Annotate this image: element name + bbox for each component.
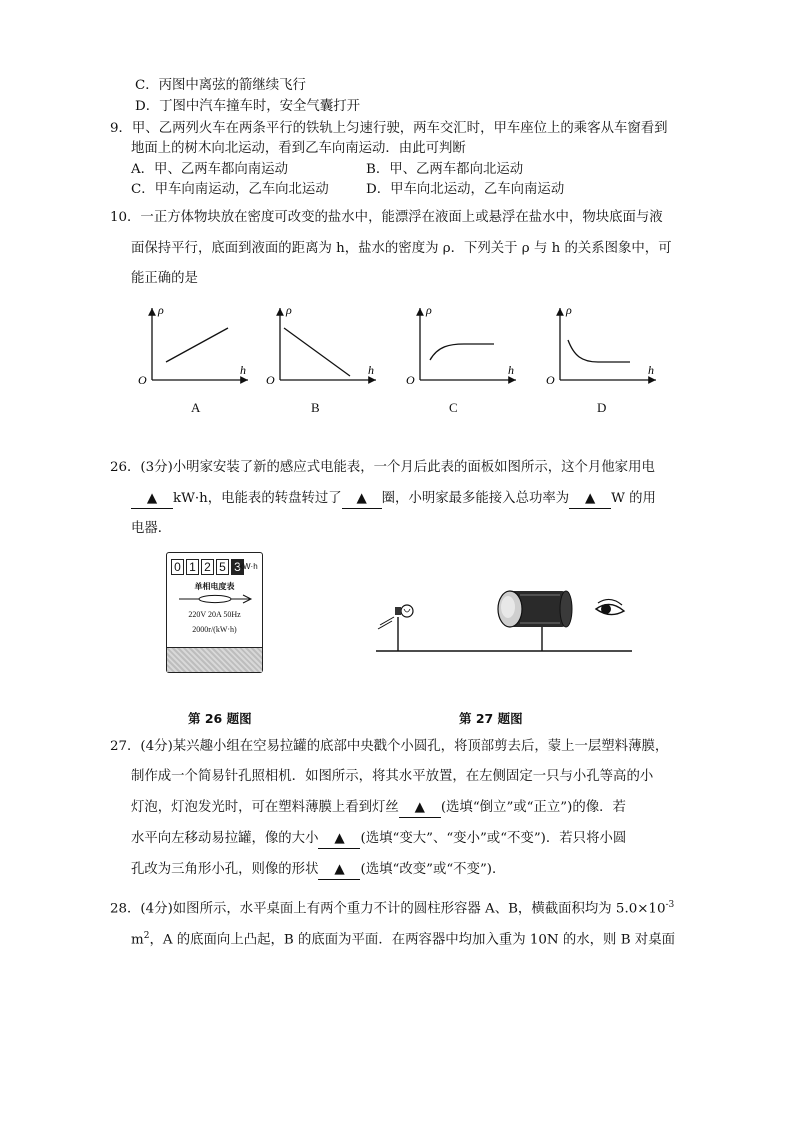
q9-option-d: D．甲车向北运动，乙车向南运动: [366, 182, 565, 197]
graph-a-label: A: [191, 400, 201, 415]
energy-meter-figure: [166, 552, 263, 673]
q8-option-d: D．丁图中汽车撞车时，安全气囊打开: [135, 99, 360, 114]
meter-digit: 5: [216, 559, 229, 575]
q27-text-3a: 灯泡，灯泡发光时，可在塑料薄膜上看到灯丝: [131, 800, 399, 815]
graph-d-curve: [568, 340, 630, 362]
meter-digit: 1: [186, 559, 199, 575]
graph-a-xlabel: h: [240, 363, 246, 377]
q27-text-4a: 水平向左移动易拉罐，像的大小: [131, 831, 319, 846]
meter-digits: [171, 559, 244, 575]
meter-rotor-icon: [177, 594, 253, 604]
graph-c-curve: [430, 344, 494, 360]
q9-option-b: B．甲、乙两车都向北运动: [366, 162, 524, 177]
q9-option-a: A．甲、乙两车都向南运动: [131, 162, 288, 177]
q27-stem-line1: 27．(4分)某兴趣小组在空易拉罐的底部中央戳个小圆孔，将顶部剪去后，蒙上一层塑料薄膜，: [110, 739, 669, 754]
q27-text-4b: (选填“变大”、“变小”或“不变”)．若只将小圆: [360, 831, 627, 846]
figure-27-caption: 第 27 题图: [459, 711, 523, 726]
light-bulb-icon: [378, 605, 413, 651]
graph-b-xlabel: h: [368, 363, 374, 377]
q26-stem-line3: 电器．: [131, 521, 172, 536]
graph-b-ylabel: ρ: [286, 303, 292, 317]
q28-exponent: -3: [665, 900, 675, 910]
q28-stem-line1: [110, 896, 674, 918]
graph-c-label: C: [449, 400, 458, 415]
q28-unit-exponent: 2: [143, 931, 150, 941]
graph-d: [546, 303, 656, 387]
pinhole-camera-figure: [370, 585, 640, 655]
q10-stem-line3: 能正确的是: [131, 271, 198, 286]
q26-blank-power[interactable]: ▲: [569, 490, 611, 509]
q27-stem-line3: [131, 799, 626, 818]
tin-can-camera: [498, 591, 572, 651]
meter-unit: kW·h: [239, 562, 258, 571]
q26-text-a: kW·h，电能表的转盘转过了: [173, 491, 342, 506]
graph-a-origin: O: [138, 373, 147, 387]
q8-option-c: C．丙图中离弦的箭继续飞行: [135, 78, 306, 93]
meter-spec: 220V 20A 50Hz: [188, 610, 241, 619]
q27-text-5a: 孔改为三角形小孔，则像的形状: [131, 862, 319, 877]
q27-stem-line4: [131, 830, 626, 849]
graph-b-label: B: [311, 400, 320, 415]
graph-c-ylabel: ρ: [426, 303, 432, 317]
graph-b: [266, 303, 376, 387]
q27-blank-image-size[interactable]: ▲: [318, 830, 360, 849]
q27-text-5b: (选填“改变”或“不变”)．: [360, 862, 506, 877]
eye-icon: [596, 599, 624, 614]
meter-title: 单相电度表: [194, 582, 235, 591]
graph-d-ylabel: ρ: [566, 303, 572, 317]
q26-stem-line1: 26．(3分)小明家安装了新的感应式电能表，一个月后此表的面板如图所示，这个月他家用电: [110, 460, 655, 475]
q10-stem-line2: 面保持平行，底面到液面的距离为 h，盐水的密度为 ρ．下列关于 ρ 与 h 的关系图象中，可: [131, 241, 672, 256]
meter-revs: 2000r/(kW·h): [192, 625, 237, 634]
q28-text-2a: m: [131, 932, 144, 948]
q26-text-b: 圈，小明家最多能接入总功率为: [381, 491, 570, 506]
graph-b-origin: O: [266, 373, 275, 387]
graph-c: [406, 303, 516, 387]
graph-d-xlabel: h: [648, 363, 654, 377]
graph-a-ylabel: ρ: [158, 303, 164, 317]
q26-stem-line2: [131, 490, 656, 509]
q27-stem-line5: [131, 861, 505, 880]
q9-stem-line1: 9．甲、乙两列火车在两条平行的铁轨上匀速行驶，两车交汇时，甲车座位上的乘客从车窗看到: [110, 121, 668, 136]
q27-stem-line2: 制作成一个简易针孔照相机．如图所示，将其水平放置，在左侧固定一只与小孔等高的小: [131, 769, 654, 784]
meter-digit: 2: [201, 559, 214, 575]
q28-text-2b: ，A 的底面向上凸起，B 的底面为平面．在两容器中均加入重为 10N 的水，则 B 对桌面: [149, 932, 675, 948]
graph-d-label: D: [597, 400, 607, 415]
meter-base-panel: [167, 647, 262, 672]
graph-c-origin: O: [406, 373, 415, 387]
graph-d-origin: O: [546, 373, 555, 387]
q10-stem-line1: 10．一正方体物块放在密度可改变的盐水中，能漂浮在液面上或悬浮在盐水中，物块底面与液: [110, 210, 663, 225]
graph-a: [138, 303, 248, 387]
q28-text-1a: 28．(4分)如图所示，水平桌面上有两个重力不计的圆柱形容器 A、B，横截面积均为 5.0×10: [110, 901, 666, 917]
figure-26-caption: 第 26 题图: [188, 711, 252, 726]
meter-digit-decimal: 3: [231, 559, 244, 575]
q26-text-c: W 的用: [611, 491, 656, 506]
q27-text-3b: (选填“倒立”或“正立”)的像．若: [440, 800, 626, 815]
q10-graphs: [130, 300, 670, 395]
graph-b-curve: [284, 328, 350, 376]
q26-blank-energy[interactable]: ▲: [131, 490, 173, 509]
q9-option-c: C．甲车向南运动，乙车向北运动: [131, 182, 329, 197]
q27-blank-image-orientation[interactable]: ▲: [399, 799, 441, 818]
q9-stem-line2: 地面上的树木向北运动，看到乙车向南运动．由此可判断: [131, 141, 466, 156]
meter-digit: 0: [171, 559, 184, 575]
q28-stem-line2: [131, 927, 675, 949]
graph-c-xlabel: h: [508, 363, 514, 377]
q26-blank-revolutions[interactable]: ▲: [342, 490, 382, 509]
q27-blank-image-shape[interactable]: ▲: [318, 861, 360, 880]
graph-a-curve: [166, 328, 228, 362]
